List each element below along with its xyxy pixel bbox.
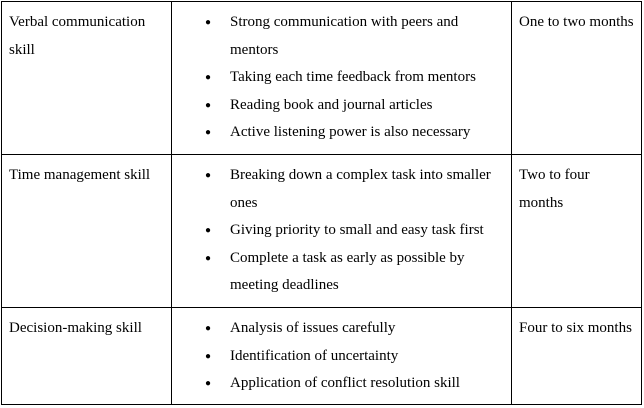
activity-item: ● Complete a task as early as possible by meeting deadlines (179, 245, 504, 300)
activity-list (179, 315, 504, 398)
activity-item: ● Analysis of issues carefully (179, 315, 504, 343)
activities-cell (172, 155, 512, 308)
skill-cell (2, 308, 172, 405)
activity-item: ● Strong communication with peers and mentors (179, 9, 504, 64)
activity-list (179, 162, 504, 300)
activities-cell (172, 308, 512, 405)
activity-item: ● Application of conflict resolution skill (179, 370, 504, 398)
activity-item: ● Giving priority to small and easy task first (179, 217, 504, 245)
skill-cell (2, 155, 172, 308)
skills-development-table (1, 1, 642, 405)
timeframe-cell (512, 2, 642, 155)
skill-name: Verbal communication skill (9, 14, 146, 58)
activity-item: ● Reading book and journal articles (179, 92, 504, 120)
timeframe-cell (512, 308, 642, 405)
timeframe-cell (512, 155, 642, 308)
activity-item: ● Active listening power is also necessary (179, 119, 504, 147)
table-row (2, 308, 642, 405)
table-row (2, 2, 642, 155)
timeframe: Four to six months (519, 320, 632, 336)
activities-cell (172, 2, 512, 155)
timeframe: Two to four months (519, 167, 590, 211)
skill-name: Decision-making skill (9, 320, 142, 336)
activity-item: ● Identification of uncertainty (179, 343, 504, 371)
skill-cell (2, 2, 172, 155)
activity-item: ● Taking each time feedback from mentors (179, 64, 504, 92)
table-row (2, 155, 642, 308)
activity-list (179, 9, 504, 147)
skill-name: Time management skill (9, 167, 151, 183)
activity-item: ● Breaking down a complex task into smaller ones (179, 162, 504, 217)
timeframe: One to two months (519, 14, 634, 30)
